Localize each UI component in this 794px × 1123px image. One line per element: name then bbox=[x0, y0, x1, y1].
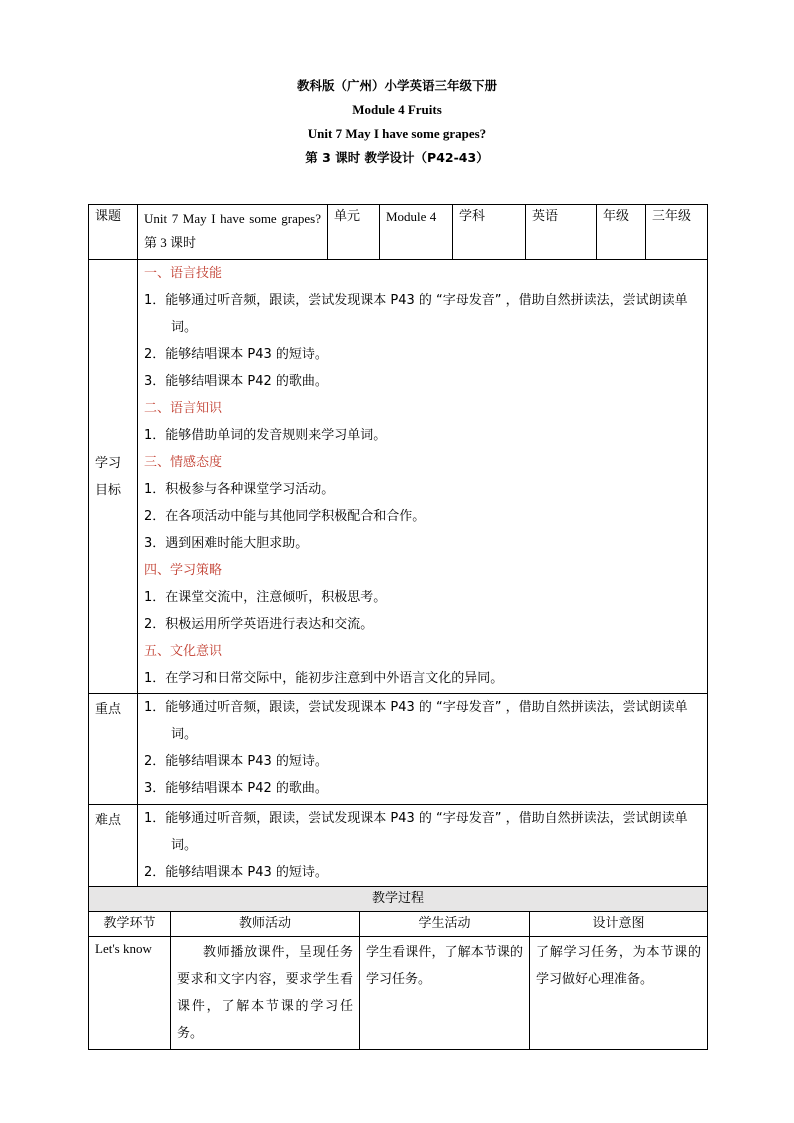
objectives-label bbox=[89, 260, 138, 694]
process-header-row bbox=[89, 912, 708, 937]
lesson-info-table bbox=[88, 204, 708, 891]
key-point-item: 1．能够通过听音频，跟读，尝试发现课本 P43 的 “字母发音” ，借助自然拼读法，尝试朗读单词。 bbox=[144, 700, 688, 742]
key-points-label: 重点 bbox=[89, 694, 138, 805]
objective-item: 1．在学习和日常交际中，能初步注意到中外语言文化的异同。 bbox=[144, 671, 504, 686]
objective-item: 1．能够借助单词的发音规则来学习单词。 bbox=[144, 428, 387, 443]
process-stage: Let's know bbox=[89, 937, 171, 1050]
process-student-activity: 学生看课件，了解本节课的学习任务。 bbox=[360, 937, 530, 1050]
key-point-item: 3．能够结唱课本 P42 的歌曲。 bbox=[144, 781, 328, 796]
process-design-intent: 了解学习任务，为本节课的学习做好心理准备。 bbox=[530, 937, 708, 1050]
difficult-points-row bbox=[89, 805, 708, 891]
teaching-process-table bbox=[88, 886, 708, 1050]
lesson-title: 第 3 课时 教学设计（P42-43） bbox=[305, 150, 489, 165]
objectives-label-text: 学习目标 bbox=[95, 455, 122, 498]
objectives-content bbox=[138, 260, 708, 694]
objective-item: 2．在各项活动中能与其他同学积极配合和合作。 bbox=[144, 509, 426, 524]
unit-label: 单元 bbox=[328, 205, 380, 260]
difficult-point-item: 1．能够通过听音频，跟读，尝试发现课本 P43 的 “字母发音” ，借助自然拼读法，尝试朗读单词。 bbox=[144, 811, 688, 853]
objectives-row bbox=[89, 260, 708, 694]
objective-item: 3．能够结唱课本 P42 的歌曲。 bbox=[144, 374, 328, 389]
process-title-row bbox=[89, 887, 708, 912]
column-header-teacher: 教师活动 bbox=[171, 912, 360, 937]
objective-section-title: 三、情感态度 bbox=[144, 455, 223, 470]
difficult-points-content bbox=[138, 805, 708, 891]
unit-value: Module 4 bbox=[380, 205, 453, 260]
grade-value: 三年级 bbox=[646, 205, 708, 260]
objective-section-title: 一、语言技能 bbox=[144, 266, 223, 281]
objective-item: 2．能够结唱课本 P43 的短诗。 bbox=[144, 347, 328, 362]
process-title: 教学过程 bbox=[89, 887, 708, 912]
objective-item: 1．在课堂交流中，注意倾听，积极思考。 bbox=[144, 590, 387, 605]
objective-section-title: 五、文化意识 bbox=[144, 644, 223, 659]
course-value: Unit 7 May I have some grapes? 第 3 课时 bbox=[138, 205, 328, 260]
process-row bbox=[89, 937, 708, 1050]
objective-item: 1．能够通过听音频，跟读，尝试发现课本 P43 的 “字母发音” ，借助自然拼读法，尝试朗读单词。 bbox=[144, 293, 688, 335]
objective-item: 2．积极运用所学英语进行表达和交流。 bbox=[144, 617, 374, 632]
process-teacher-activity: 教师播放课件，呈现任务要求和文字内容，要求学生看课件，了解本节课的学习任务。 bbox=[171, 937, 360, 1050]
grade-label: 年级 bbox=[597, 205, 646, 260]
objective-item: 1．积极参与各种课堂学习活动。 bbox=[144, 482, 335, 497]
key-point-item: 2．能够结唱课本 P43 的短诗。 bbox=[144, 754, 328, 769]
difficult-point-item: 2．能够结唱课本 P43 的短诗。 bbox=[144, 865, 328, 880]
objective-section-title: 二、语言知识 bbox=[144, 401, 223, 416]
objective-item: 3．遇到困难时能大胆求助。 bbox=[144, 536, 309, 551]
column-header-student: 学生活动 bbox=[360, 912, 530, 937]
subject-value: 英语 bbox=[526, 205, 597, 260]
info-row bbox=[89, 205, 708, 260]
course-label: 课题 bbox=[89, 205, 138, 260]
document-header bbox=[0, 74, 794, 170]
column-header-stage: 教学环节 bbox=[89, 912, 171, 937]
unit-title: Unit 7 May I have some grapes? bbox=[307, 126, 487, 141]
subject-label: 学科 bbox=[453, 205, 526, 260]
key-points-row bbox=[89, 694, 708, 805]
key-points-content bbox=[138, 694, 708, 805]
module-title: Module 4 Fruits bbox=[352, 102, 442, 117]
objective-section-title: 四、学习策略 bbox=[144, 563, 223, 578]
doc-title: 教科版（广州）小学英语三年级下册 bbox=[296, 78, 497, 93]
difficult-points-label: 难点 bbox=[89, 805, 138, 891]
column-header-intent: 设计意图 bbox=[530, 912, 708, 937]
